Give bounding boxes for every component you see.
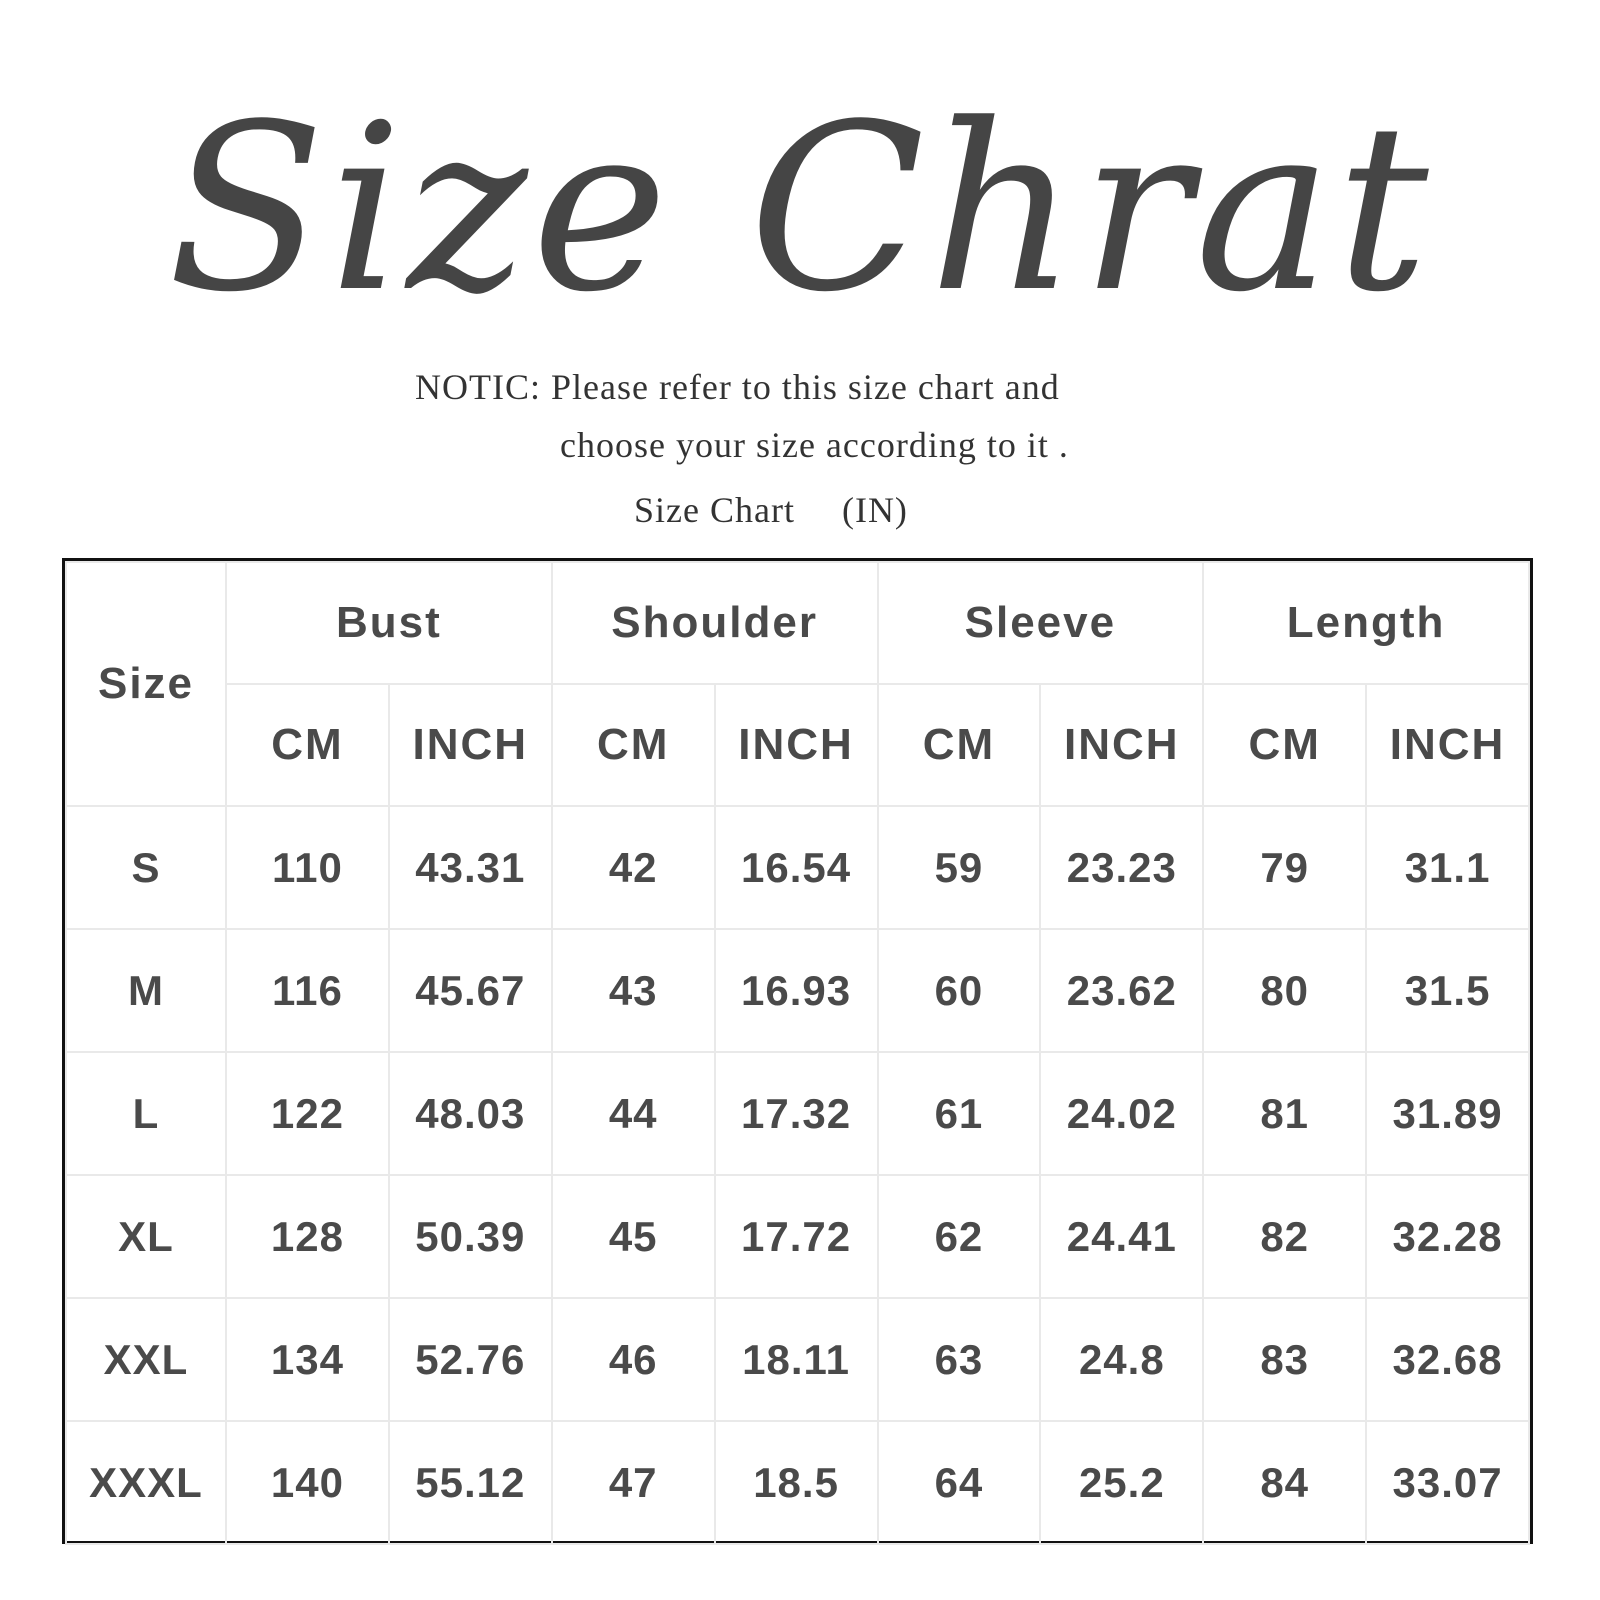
size-cell: S <box>66 806 226 929</box>
table-cell: 62 <box>878 1175 1041 1298</box>
size-column-header: Size <box>66 562 226 806</box>
unit-header: CM <box>878 684 1041 806</box>
unit-header: CM <box>552 684 715 806</box>
unit-header: INCH <box>1040 684 1203 806</box>
table-cell: 46 <box>552 1298 715 1421</box>
table-cell: 81 <box>1203 1052 1366 1175</box>
table-cell: 128 <box>226 1175 389 1298</box>
table-cell: 79 <box>1203 806 1366 929</box>
table-cell: 44 <box>552 1052 715 1175</box>
table-cell: 43.31 <box>389 806 552 929</box>
table-cell: 63 <box>878 1298 1041 1421</box>
unit-header: CM <box>1203 684 1366 806</box>
size-cell: XXL <box>66 1298 226 1421</box>
unit-header: INCH <box>715 684 878 806</box>
table-cell: 24.02 <box>1040 1052 1203 1175</box>
table-cell: 33.07 <box>1366 1421 1529 1544</box>
notice-line-1: NOTIC: Please refer to this size chart and <box>415 367 1060 407</box>
table-cell: 122 <box>226 1052 389 1175</box>
unit-header: CM <box>226 684 389 806</box>
group-header-length: Length <box>1203 562 1529 684</box>
table-row <box>66 1298 1529 1421</box>
table-cell: 25.2 <box>1040 1421 1203 1544</box>
table-row <box>66 929 1529 1052</box>
table-cell: 24.41 <box>1040 1175 1203 1298</box>
size-cell: XL <box>66 1175 226 1298</box>
table-cell: 50.39 <box>389 1175 552 1298</box>
size-chart-unit-caption: Size Chart (IN) <box>634 490 908 530</box>
table-cell: 16.54 <box>715 806 878 929</box>
size-chart-table <box>62 558 1533 1544</box>
size-cell: M <box>66 929 226 1052</box>
table-cell: 83 <box>1203 1298 1366 1421</box>
table-cell: 43 <box>552 929 715 1052</box>
table-cell: 31.1 <box>1366 806 1529 929</box>
table-cell: 59 <box>878 806 1041 929</box>
table-cell: 48.03 <box>389 1052 552 1175</box>
table-cell: 18.11 <box>715 1298 878 1421</box>
table-row <box>66 1175 1529 1298</box>
size-cell: L <box>66 1052 226 1175</box>
table-cell: 84 <box>1203 1421 1366 1544</box>
group-header-shoulder: Shoulder <box>552 562 878 684</box>
table-cell: 31.5 <box>1366 929 1529 1052</box>
table-cell: 80 <box>1203 929 1366 1052</box>
page-title: Size Chrat <box>167 76 1433 343</box>
table-cell: 31.89 <box>1366 1052 1529 1175</box>
table-cell: 23.23 <box>1040 806 1203 929</box>
table-cell: 16.93 <box>715 929 878 1052</box>
table-cell: 24.8 <box>1040 1298 1203 1421</box>
table-cell: 47 <box>552 1421 715 1544</box>
table-row <box>66 1421 1529 1544</box>
table-cell: 134 <box>226 1298 389 1421</box>
group-header-sleeve: Sleeve <box>878 562 1204 684</box>
unit-header: INCH <box>1366 684 1529 806</box>
table-cell: 23.62 <box>1040 929 1203 1052</box>
table-cell: 52.76 <box>389 1298 552 1421</box>
table-cell: 116 <box>226 929 389 1052</box>
table-cell: 61 <box>878 1052 1041 1175</box>
table-cell: 60 <box>878 929 1041 1052</box>
size-table <box>65 561 1530 1545</box>
table-cell: 55.12 <box>389 1421 552 1544</box>
table-row <box>66 806 1529 929</box>
table-cell: 110 <box>226 806 389 929</box>
notice-line-2: choose your size according to it . <box>560 425 1069 465</box>
unit-header: INCH <box>389 684 552 806</box>
table-row <box>66 1052 1529 1175</box>
table-cell: 18.5 <box>715 1421 878 1544</box>
table-cell: 17.32 <box>715 1052 878 1175</box>
table-cell: 140 <box>226 1421 389 1544</box>
table-cell: 82 <box>1203 1175 1366 1298</box>
table-cell: 17.72 <box>715 1175 878 1298</box>
table-cell: 32.28 <box>1366 1175 1529 1298</box>
size-cell: XXXL <box>66 1421 226 1544</box>
table-cell: 45.67 <box>389 929 552 1052</box>
table-cell: 42 <box>552 806 715 929</box>
group-header-bust: Bust <box>226 562 552 684</box>
table-cell: 45 <box>552 1175 715 1298</box>
table-cell: 64 <box>878 1421 1041 1544</box>
unit-header-row <box>66 684 1529 806</box>
table-cell: 32.68 <box>1366 1298 1529 1421</box>
group-header-row <box>66 562 1529 684</box>
